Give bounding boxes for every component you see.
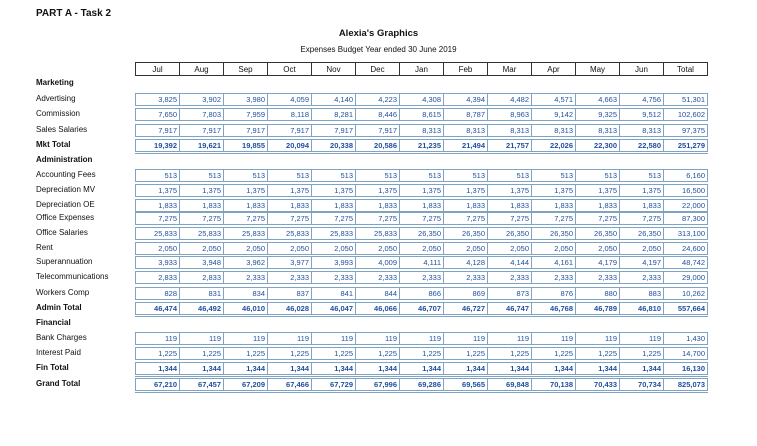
table-cell[interactable]: 2,833	[179, 271, 224, 284]
table-cell[interactable]: 2,050	[267, 242, 312, 255]
table-cell[interactable]: 3,948	[179, 256, 224, 269]
table-cell[interactable]: 24,600	[663, 242, 708, 255]
table-cell[interactable]: 9,142	[531, 108, 576, 121]
table-cell[interactable]: 25,833	[179, 227, 224, 240]
row-label: Sales Salaries	[36, 125, 88, 134]
table-cell[interactable]: 8,313	[575, 124, 620, 137]
table-cell[interactable]: 67,729	[311, 378, 356, 391]
table-cell[interactable]: 7,275	[135, 212, 180, 225]
row-label: Advertising	[36, 94, 76, 103]
table-cell[interactable]: 4,663	[575, 93, 620, 106]
table-cell[interactable]: 4,223	[355, 93, 400, 106]
table-cell[interactable]: 67,466	[267, 378, 312, 391]
row-label: Telecommunications	[36, 272, 109, 281]
table-cell[interactable]: 7,275	[531, 212, 576, 225]
table-cell[interactable]: 6,160	[663, 169, 708, 182]
table-cell[interactable]: 513	[311, 169, 356, 182]
table-cell[interactable]: 1,375	[619, 184, 664, 197]
table-cell[interactable]: 1,833	[311, 199, 356, 212]
table-cell[interactable]: 21,757	[487, 139, 532, 152]
table-cell[interactable]: 1,225	[575, 347, 620, 360]
table-cell[interactable]: 7,275	[575, 212, 620, 225]
table-cell[interactable]: 1,225	[179, 347, 224, 360]
table-cell[interactable]: 557,664	[663, 302, 708, 315]
row-label: Workers Comp	[36, 288, 90, 297]
table-cell[interactable]: 1,375	[399, 184, 444, 197]
table-cell[interactable]: 4,179	[575, 256, 620, 269]
table-cell[interactable]: 7,275	[619, 212, 664, 225]
table-cell[interactable]: 1,375	[223, 184, 268, 197]
table-cell[interactable]: 1,344	[355, 362, 400, 375]
table-cell[interactable]: 8,963	[487, 108, 532, 121]
table-cell[interactable]: 1,344	[311, 362, 356, 375]
table-cell[interactable]: 2,050	[575, 242, 620, 255]
table-cell[interactable]: 513	[223, 169, 268, 182]
table-cell[interactable]: 513	[135, 169, 180, 182]
table-cell[interactable]: 1,375	[179, 184, 224, 197]
section-heading: Administration	[36, 155, 93, 164]
table-cell[interactable]: 26,350	[399, 227, 444, 240]
table-cell[interactable]: 841	[311, 287, 356, 300]
section-heading: Marketing	[36, 78, 74, 87]
table-cell[interactable]: 21,235	[399, 139, 444, 152]
table-cell[interactable]: 1,225	[443, 347, 488, 360]
row-label: Interest Paid	[36, 348, 81, 357]
table-cell[interactable]: 869	[443, 287, 488, 300]
table-cell[interactable]: 7,803	[179, 108, 224, 121]
table-cell[interactable]: 46,066	[355, 302, 400, 315]
total-underline	[135, 316, 708, 317]
table-cell[interactable]: 1,225	[487, 347, 532, 360]
table-cell[interactable]: 1,344	[575, 362, 620, 375]
table-cell[interactable]: 7,917	[311, 124, 356, 137]
table-cell[interactable]: 19,392	[135, 139, 180, 152]
table-cell[interactable]: 8,446	[355, 108, 400, 121]
table-cell[interactable]: 8,281	[311, 108, 356, 121]
row-label: Depreciation OE	[36, 200, 95, 209]
table-cell[interactable]: 825,073	[663, 378, 708, 391]
table-cell[interactable]: 883	[619, 287, 664, 300]
table-cell[interactable]: 46,707	[399, 302, 444, 315]
table-cell[interactable]: 1,225	[399, 347, 444, 360]
table-cell[interactable]: 22,000	[663, 199, 708, 212]
table-cell[interactable]: 251,279	[663, 139, 708, 152]
table-cell[interactable]: 3,993	[311, 256, 356, 269]
table-cell[interactable]: 1,225	[311, 347, 356, 360]
row-label: Office Salaries	[36, 228, 88, 237]
table-cell[interactable]: 513	[179, 169, 224, 182]
column-header-jan: Jan	[399, 62, 444, 76]
column-header-sep: Sep	[223, 62, 268, 76]
row-label: Admin Total	[36, 303, 82, 312]
table-cell[interactable]: 69,286	[399, 378, 444, 391]
table-cell[interactable]: 25,833	[135, 227, 180, 240]
table-cell[interactable]: 19,855	[223, 139, 268, 152]
table-cell[interactable]: 67,996	[355, 378, 400, 391]
column-header-feb: Feb	[443, 62, 488, 76]
table-cell[interactable]: 2,333	[311, 271, 356, 284]
table-cell[interactable]: 46,028	[267, 302, 312, 315]
table-cell[interactable]: 1,375	[311, 184, 356, 197]
row-label: Commission	[36, 109, 81, 118]
table-cell[interactable]: 2,050	[619, 242, 664, 255]
table-cell[interactable]: 7,917	[267, 124, 312, 137]
table-cell[interactable]: 97,375	[663, 124, 708, 137]
table-cell[interactable]: 46,492	[179, 302, 224, 315]
table-cell[interactable]: 4,308	[399, 93, 444, 106]
table-cell[interactable]: 67,457	[179, 378, 224, 391]
table-cell[interactable]: 46,768	[531, 302, 576, 315]
table-cell[interactable]: 1,833	[619, 199, 664, 212]
table-cell[interactable]: 7,917	[179, 124, 224, 137]
table-cell[interactable]: 828	[135, 287, 180, 300]
table-cell[interactable]: 4,756	[619, 93, 664, 106]
table-cell[interactable]: 1,375	[531, 184, 576, 197]
table-cell[interactable]: 4,161	[531, 256, 576, 269]
table-cell[interactable]: 1,833	[267, 199, 312, 212]
table-cell[interactable]: 46,789	[575, 302, 620, 315]
table-cell[interactable]: 1,225	[135, 347, 180, 360]
table-cell[interactable]: 8,313	[487, 124, 532, 137]
table-cell[interactable]: 26,350	[531, 227, 576, 240]
row-label: Grand Total	[36, 379, 81, 388]
table-cell[interactable]: 67,209	[223, 378, 268, 391]
table-cell[interactable]: 119	[443, 332, 488, 345]
column-header-may: May	[575, 62, 620, 76]
table-cell[interactable]: 22,300	[575, 139, 620, 152]
table-cell[interactable]: 46,010	[223, 302, 268, 315]
table-cell[interactable]: 16,130	[663, 362, 708, 375]
table-cell[interactable]: 513	[399, 169, 444, 182]
table-cell[interactable]: 3,902	[179, 93, 224, 106]
table-cell[interactable]: 1,344	[399, 362, 444, 375]
table-cell[interactable]: 8,787	[443, 108, 488, 121]
table-cell[interactable]: 9,325	[575, 108, 620, 121]
table-cell[interactable]: 25,833	[223, 227, 268, 240]
table-cell[interactable]: 8,313	[531, 124, 576, 137]
table-cell[interactable]: 46,810	[619, 302, 664, 315]
table-cell[interactable]: 7,275	[355, 212, 400, 225]
part-heading: PART A - Task 2	[36, 8, 112, 19]
table-cell[interactable]: 2,050	[355, 242, 400, 255]
table-cell[interactable]: 2,050	[443, 242, 488, 255]
column-header-mar: Mar	[487, 62, 532, 76]
table-cell[interactable]: 19,621	[179, 139, 224, 152]
table-cell[interactable]: 70,138	[531, 378, 576, 391]
table-cell[interactable]: 26,350	[443, 227, 488, 240]
table-cell[interactable]: 26,350	[575, 227, 620, 240]
table-cell[interactable]: 16,500	[663, 184, 708, 197]
table-cell[interactable]: 119	[575, 332, 620, 345]
table-cell[interactable]: 1,344	[619, 362, 664, 375]
total-underline	[135, 392, 708, 393]
table-cell[interactable]: 4,140	[311, 93, 356, 106]
table-cell[interactable]: 1,344	[135, 362, 180, 375]
table-cell[interactable]: 1,225	[531, 347, 576, 360]
table-cell[interactable]: 2,050	[311, 242, 356, 255]
table-cell[interactable]: 834	[223, 287, 268, 300]
table-cell[interactable]: 21,494	[443, 139, 488, 152]
table-cell[interactable]: 7,275	[399, 212, 444, 225]
table-cell[interactable]: 119	[531, 332, 576, 345]
table-cell[interactable]: 2,333	[267, 271, 312, 284]
table-cell[interactable]: 1,833	[223, 199, 268, 212]
table-cell[interactable]: 876	[531, 287, 576, 300]
table-cell[interactable]: 1,344	[531, 362, 576, 375]
table-cell[interactable]: 3,825	[135, 93, 180, 106]
table-cell[interactable]: 1,225	[223, 347, 268, 360]
table-cell[interactable]: 20,094	[267, 139, 312, 152]
table-cell[interactable]: 22,026	[531, 139, 576, 152]
table-cell[interactable]: 313,100	[663, 227, 708, 240]
table-cell[interactable]: 4,144	[487, 256, 532, 269]
table-cell[interactable]: 513	[355, 169, 400, 182]
table-cell[interactable]: 25,833	[355, 227, 400, 240]
table-cell[interactable]: 1,344	[179, 362, 224, 375]
table-cell[interactable]: 2,333	[575, 271, 620, 284]
table-cell[interactable]: 2,050	[531, 242, 576, 255]
table-cell[interactable]: 2,333	[355, 271, 400, 284]
total-underline	[135, 153, 708, 154]
table-cell[interactable]: 46,474	[135, 302, 180, 315]
budget-subtitle: Expenses Budget Year ended 30 June 2019	[300, 45, 457, 54]
table-cell[interactable]: 2,333	[487, 271, 532, 284]
table-cell[interactable]: 119	[223, 332, 268, 345]
row-label: Mkt Total	[36, 140, 71, 149]
table-cell[interactable]: 119	[487, 332, 532, 345]
table-cell[interactable]: 7,917	[223, 124, 268, 137]
table-cell[interactable]: 8,313	[399, 124, 444, 137]
table-cell[interactable]: 4,197	[619, 256, 664, 269]
table-cell[interactable]: 8,313	[619, 124, 664, 137]
table-cell[interactable]: 7,275	[443, 212, 488, 225]
table-cell[interactable]: 1,225	[267, 347, 312, 360]
row-label: Fin Total	[36, 363, 69, 372]
table-cell[interactable]: 70,433	[575, 378, 620, 391]
table-cell[interactable]: 1,430	[663, 332, 708, 345]
table-cell[interactable]: 1,225	[355, 347, 400, 360]
column-header-dec: Dec	[355, 62, 400, 76]
section-heading: Financial	[36, 318, 71, 327]
table-cell[interactable]: 1,344	[267, 362, 312, 375]
table-cell[interactable]: 69,565	[443, 378, 488, 391]
table-cell[interactable]: 513	[487, 169, 532, 182]
table-cell[interactable]: 7,959	[223, 108, 268, 121]
table-cell[interactable]: 119	[619, 332, 664, 345]
table-cell[interactable]: 7,275	[487, 212, 532, 225]
table-cell[interactable]: 4,059	[267, 93, 312, 106]
table-cell[interactable]: 2,333	[399, 271, 444, 284]
table-cell[interactable]: 1,833	[575, 199, 620, 212]
table-cell[interactable]: 20,338	[311, 139, 356, 152]
column-header-aug: Aug	[179, 62, 224, 76]
table-cell[interactable]: 513	[267, 169, 312, 182]
table-cell[interactable]: 26,350	[619, 227, 664, 240]
table-cell[interactable]: 119	[311, 332, 356, 345]
table-cell[interactable]: 4,571	[531, 93, 576, 106]
table-cell[interactable]: 48,742	[663, 256, 708, 269]
row-label: Bank Charges	[36, 333, 87, 342]
table-cell[interactable]: 1,344	[487, 362, 532, 375]
table-cell[interactable]: 3,980	[223, 93, 268, 106]
table-cell[interactable]: 7,275	[311, 212, 356, 225]
table-cell[interactable]: 1,375	[355, 184, 400, 197]
table-cell[interactable]: 102,602	[663, 108, 708, 121]
column-header-apr: Apr	[531, 62, 576, 76]
table-cell[interactable]: 7,917	[135, 124, 180, 137]
table-cell[interactable]: 4,128	[443, 256, 488, 269]
row-label: Accounting Fees	[36, 170, 96, 179]
table-cell[interactable]: 831	[179, 287, 224, 300]
table-cell[interactable]: 844	[355, 287, 400, 300]
table-cell[interactable]: 866	[399, 287, 444, 300]
column-header-oct: Oct	[267, 62, 312, 76]
table-cell[interactable]: 119	[399, 332, 444, 345]
table-cell[interactable]: 1,833	[487, 199, 532, 212]
table-cell[interactable]: 1,833	[443, 199, 488, 212]
total-underline	[135, 376, 708, 377]
table-cell[interactable]: 7,917	[355, 124, 400, 137]
table-cell[interactable]: 1,225	[619, 347, 664, 360]
table-cell[interactable]: 70,734	[619, 378, 664, 391]
table-cell[interactable]: 513	[619, 169, 664, 182]
table-cell[interactable]: 8,313	[443, 124, 488, 137]
table-cell[interactable]: 2,050	[223, 242, 268, 255]
table-cell[interactable]: 2,050	[487, 242, 532, 255]
table-cell[interactable]: 46,747	[487, 302, 532, 315]
table-cell[interactable]: 119	[135, 332, 180, 345]
month-header-row	[135, 62, 707, 76]
table-cell[interactable]: 1,833	[531, 199, 576, 212]
table-cell[interactable]: 1,833	[399, 199, 444, 212]
table-cell[interactable]: 2,333	[531, 271, 576, 284]
company-title: Alexia's Graphics	[338, 28, 419, 39]
column-header-total: Total	[663, 62, 708, 76]
table-cell[interactable]: 67,210	[135, 378, 180, 391]
table-cell[interactable]: 119	[267, 332, 312, 345]
column-header-nov: Nov	[311, 62, 356, 76]
row-label: Depreciation MV	[36, 185, 96, 194]
table-cell[interactable]: 1,375	[575, 184, 620, 197]
table-cell[interactable]: 51,301	[663, 93, 708, 106]
table-cell[interactable]: 14,700	[663, 347, 708, 360]
table-cell[interactable]: 513	[443, 169, 488, 182]
table-cell[interactable]: 1,833	[135, 199, 180, 212]
table-cell[interactable]: 2,333	[223, 271, 268, 284]
table-cell[interactable]: 513	[531, 169, 576, 182]
table-cell[interactable]: 3,962	[223, 256, 268, 269]
table-cell[interactable]: 9,512	[619, 108, 664, 121]
table-cell[interactable]: 1,833	[355, 199, 400, 212]
table-cell[interactable]: 873	[487, 287, 532, 300]
table-cell[interactable]: 119	[355, 332, 400, 345]
table-cell[interactable]: 4,111	[399, 256, 444, 269]
table-cell[interactable]: 119	[179, 332, 224, 345]
table-cell[interactable]: 2,050	[135, 242, 180, 255]
table-cell[interactable]: 1,344	[443, 362, 488, 375]
table-cell[interactable]: 1,375	[487, 184, 532, 197]
table-cell[interactable]: 7,275	[267, 212, 312, 225]
table-cell[interactable]: 8,615	[399, 108, 444, 121]
table-cell[interactable]: 26,350	[487, 227, 532, 240]
table-cell[interactable]: 3,933	[135, 256, 180, 269]
table-cell[interactable]: 1,375	[443, 184, 488, 197]
table-cell[interactable]: 7,650	[135, 108, 180, 121]
table-cell[interactable]: 513	[575, 169, 620, 182]
row-label: Rent	[36, 243, 53, 252]
table-cell[interactable]: 2,050	[179, 242, 224, 255]
table-cell[interactable]: 837	[267, 287, 312, 300]
column-header-jun: Jun	[619, 62, 664, 76]
table-cell[interactable]: 1,375	[267, 184, 312, 197]
table-cell[interactable]: 7,275	[179, 212, 224, 225]
row-label: Office Expenses	[36, 213, 95, 222]
table-cell[interactable]: 25,833	[267, 227, 312, 240]
table-cell[interactable]: 22,580	[619, 139, 664, 152]
table-cell[interactable]: 2,050	[399, 242, 444, 255]
table-cell[interactable]: 2,833	[135, 271, 180, 284]
table-cell[interactable]: 46,727	[443, 302, 488, 315]
table-cell[interactable]: 7,275	[223, 212, 268, 225]
table-cell[interactable]: 8,118	[267, 108, 312, 121]
table-cell[interactable]: 69,848	[487, 378, 532, 391]
column-header-jul: Jul	[135, 62, 180, 76]
table-cell[interactable]: 3,977	[267, 256, 312, 269]
table-cell[interactable]: 4,482	[487, 93, 532, 106]
table-cell[interactable]: 29,000	[663, 271, 708, 284]
table-cell[interactable]: 1,344	[223, 362, 268, 375]
table-cell[interactable]: 46,047	[311, 302, 356, 315]
table-cell[interactable]: 2,333	[443, 271, 488, 284]
table-cell[interactable]: 25,833	[311, 227, 356, 240]
row-label: Superannuation	[36, 257, 93, 266]
table-cell[interactable]: 1,375	[135, 184, 180, 197]
table-cell[interactable]: 20,586	[355, 139, 400, 152]
table-cell[interactable]: 4,394	[443, 93, 488, 106]
table-cell[interactable]: 87,300	[663, 212, 708, 225]
table-cell[interactable]: 1,833	[179, 199, 224, 212]
table-cell[interactable]: 880	[575, 287, 620, 300]
table-cell[interactable]: 10,262	[663, 287, 708, 300]
table-cell[interactable]: 2,333	[619, 271, 664, 284]
table-cell[interactable]: 4,009	[355, 256, 400, 269]
